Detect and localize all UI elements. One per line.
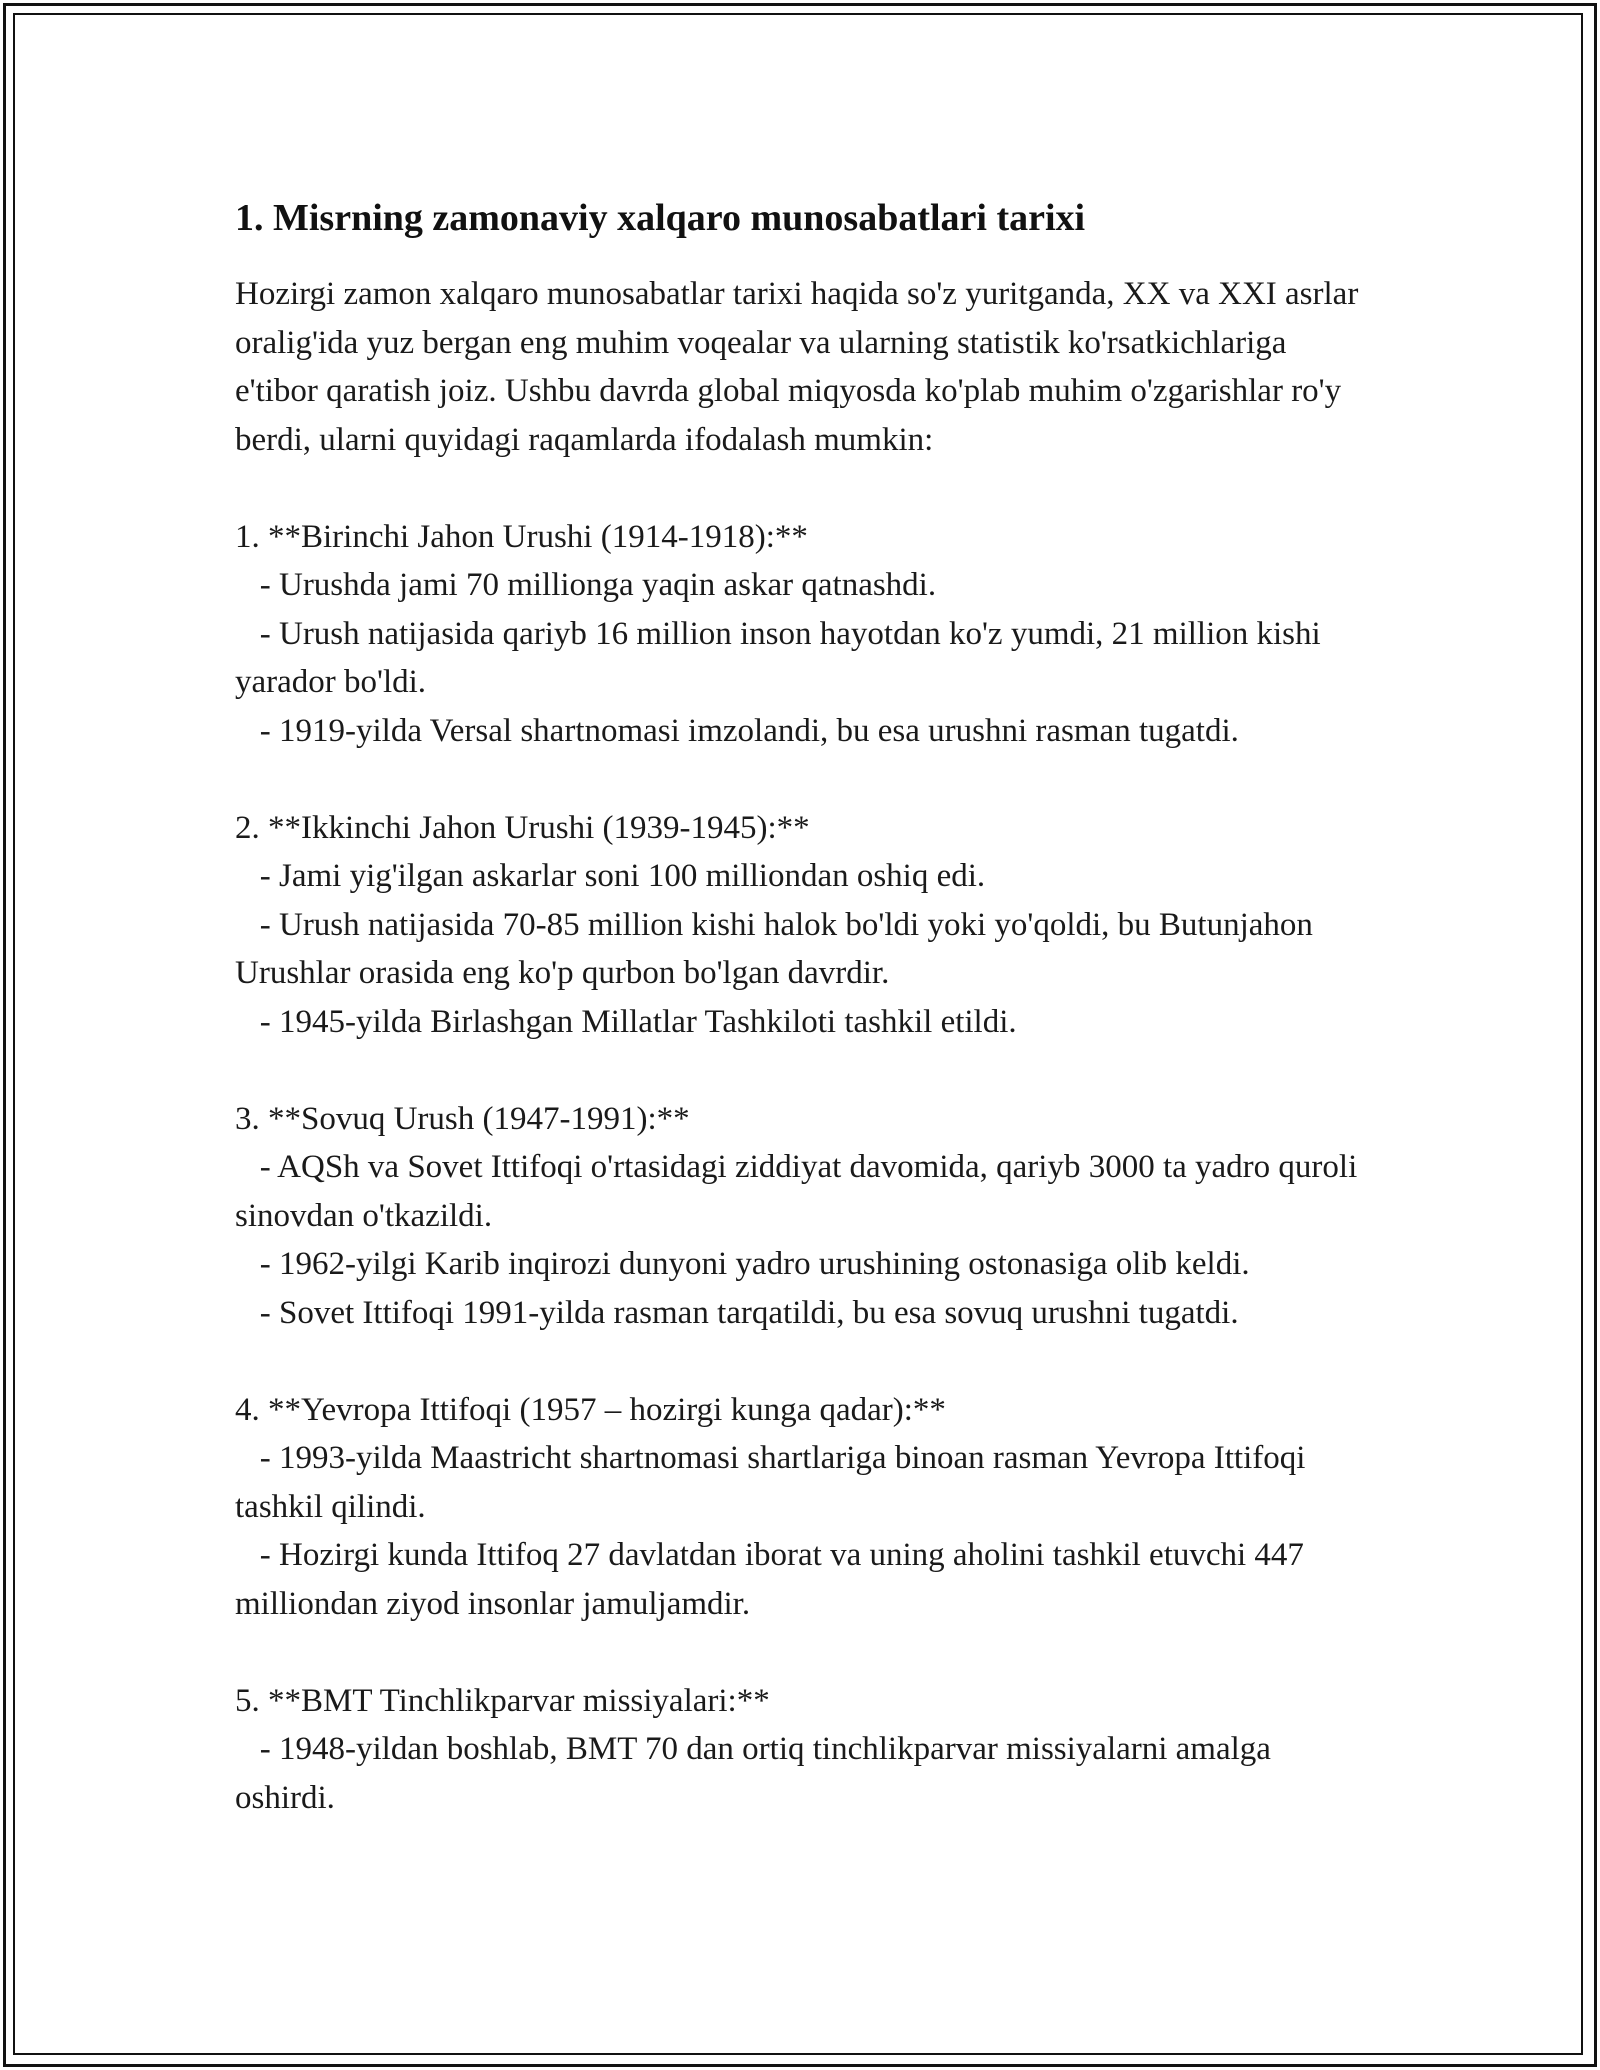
section-item: - Sovet Ittifoqi 1991-yilda rasman tarqatildi, bu esa sovuq urushni tugatdi.	[235, 1294, 1239, 1331]
section-item: - Urushda jami 70 millionga yaqin askar qatnashdi.	[235, 567, 937, 603]
section-2	[235, 804, 1375, 1047]
section-item: - Jami yig'ilgan askarlar soni 100 milliondan oshiq edi.	[235, 858, 986, 894]
section-item: - 1962-yilgi Karib inqirozi dunyoni yadro urushining ostonasiga olib keldi.	[235, 1246, 1250, 1282]
section-item: - Hozirgi kunda Ittifoq 27 davlatdan iborat va uning aholini tashkil etuvchi 447 milliondan ziyod insonlar jamuljamdir.	[235, 1537, 1313, 1622]
section-heading: 2. **Ikkinchi Jahon Urushi (1939-1945):**	[235, 809, 810, 846]
section-item: - 1919-yilda Versal shartnomasi imzolandi, bu esa urushni rasman tugatdi.	[235, 712, 1239, 749]
section-4	[235, 1386, 1375, 1629]
section-5	[235, 1677, 1375, 1823]
section-item: - Urush natijasida qariyb 16 million inson hayotdan ko'z yumdi, 21 million kishi yarador bo'ldi.	[235, 615, 1329, 700]
section-item: - AQSh va Sovet Ittifoqi o'rtasidagi ziddiyat davomida, qariyb 3000 ta yadro quroli sinovdan o'tkazildi.	[235, 1149, 1366, 1234]
section-heading: 5. **BMT Tinchlikparvar missiyalari:**	[235, 1682, 770, 1719]
section-3	[235, 1095, 1375, 1338]
document-body	[235, 180, 1375, 1822]
section-item: - 1993-yilda Maastricht shartnomasi shartlariga binoan rasman Yevropa Ittifoqi tashkil qilindi.	[235, 1440, 1314, 1525]
section-1	[235, 513, 1375, 756]
section-heading: 3. **Sovuq Urush (1947-1991):**	[235, 1100, 690, 1137]
intro-paragraph: Hozirgi zamon xalqaro munosabatlar tarixi haqida so'z yuritganda, XX va XXI asrlar oralig'ida yuz bergan eng muhim voqealar va ularning statistik ko'rsatkichlariga e'tibor qaratish joiz. Ushbu davrda global miqyosda ko'plab muhim o'zgarishlar ro'y berdi, ularni quyidagi raqamlarda ifodalash mumkin:	[235, 276, 1367, 458]
section-item: - Urush natijasida 70-85 million kishi halok bo'ldi yoki yo'qoldi, bu Butunjahon Urushlar orasida eng ko'p qurbon bo'lgan davrdir.	[235, 906, 1322, 991]
document-title: 1. Misrning zamonaviy xalqaro munosabatlari tarixi	[235, 197, 1086, 239]
section-item: - 1948-yildan boshlab, BMT 70 dan ortiq tinchlikparvar missiyalarni amalga oshirdi.	[235, 1731, 1280, 1816]
section-item: - 1945-yilda Birlashgan Millatlar Tashkiloti tashkil etildi.	[235, 1003, 1017, 1040]
section-heading: 4. **Yevropa Ittifoqi (1957 – hozirgi kunga qadar):**	[235, 1391, 946, 1428]
section-heading: 1. **Birinchi Jahon Urushi (1914-1918):**	[235, 518, 808, 555]
